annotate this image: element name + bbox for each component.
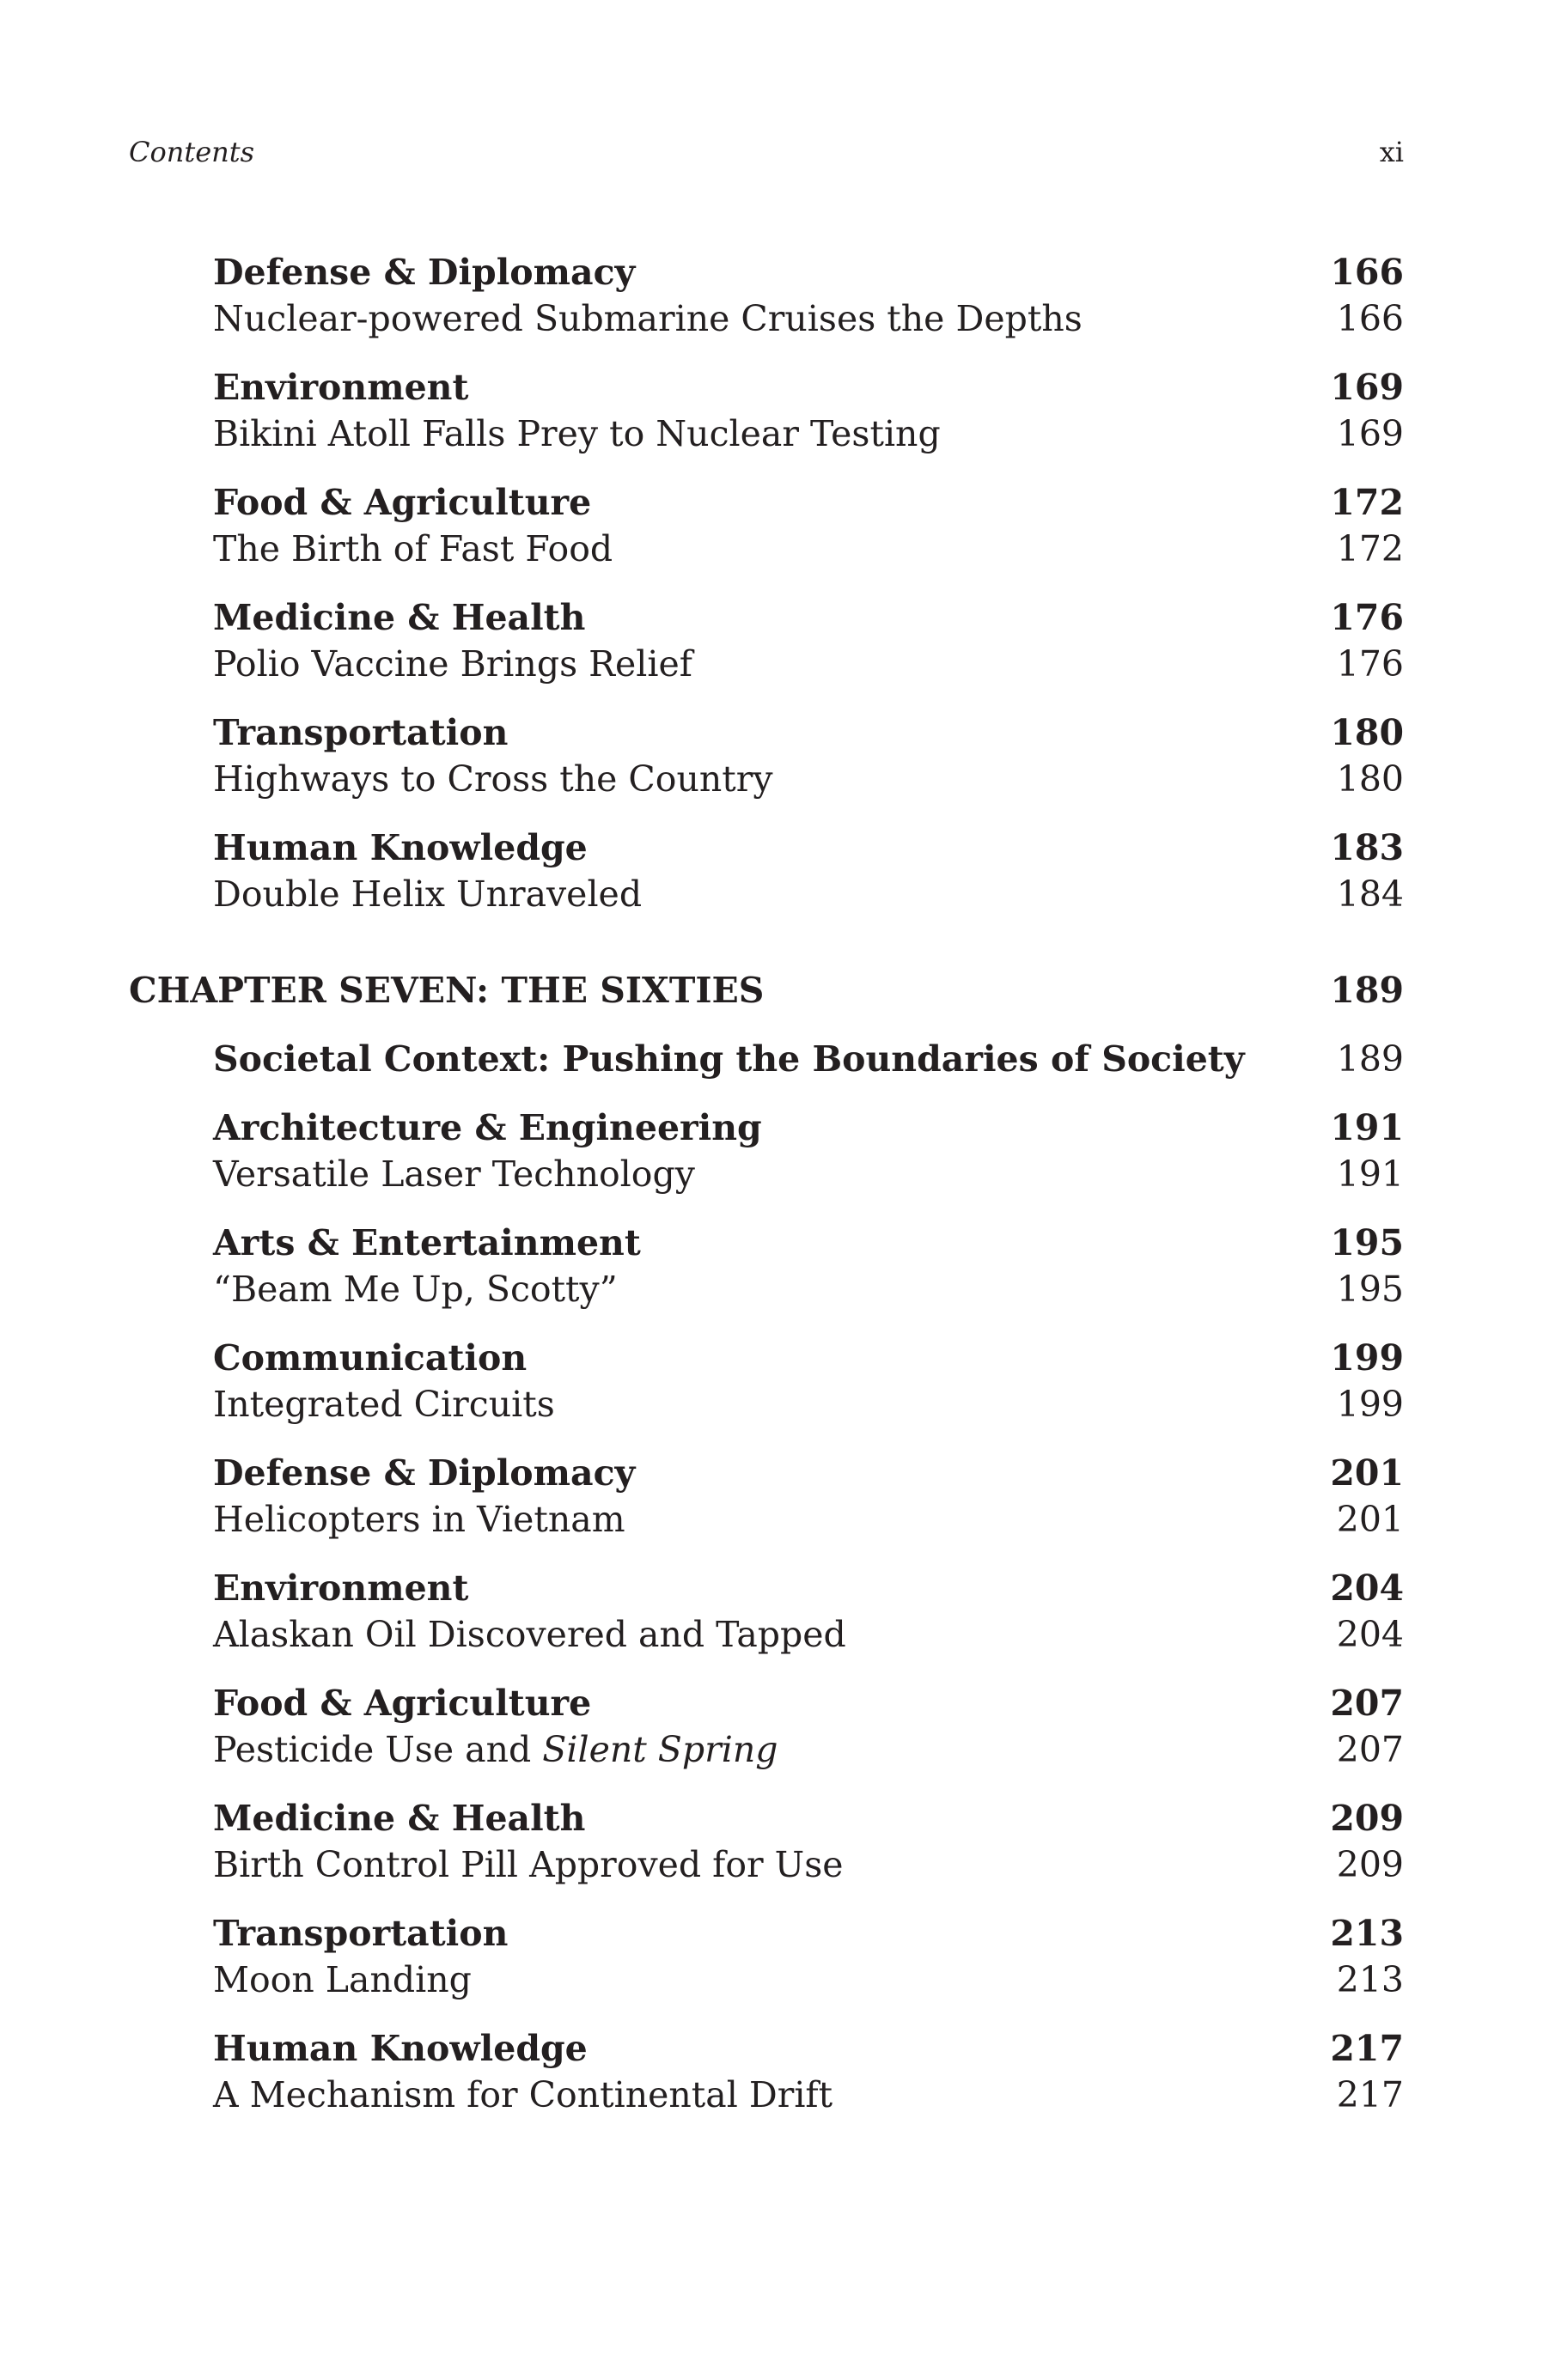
item-page: 207: [1336, 1729, 1404, 1770]
item-title: Helicopters in Vietnam: [213, 1499, 625, 1540]
category-title: Human Knowledge: [213, 2028, 588, 2069]
item-title: Birth Control Pill Approved for Use: [213, 1844, 844, 1885]
category-row[interactable]: [213, 2025, 1404, 2072]
category-row[interactable]: [213, 825, 1404, 871]
category-page: 199: [1330, 1337, 1404, 1379]
item-title: The Birth of Fast Food: [213, 528, 613, 569]
item-title: Versatile Laser Technology: [213, 1153, 695, 1195]
toc-entry: [213, 1335, 1404, 1427]
chapter-page: 189: [1330, 970, 1404, 1011]
toc-entry: [213, 709, 1404, 802]
category-page: 180: [1330, 712, 1404, 753]
category-page: 172: [1330, 482, 1404, 523]
category-title: Medicine & Health: [213, 597, 586, 638]
item-title-prefix: Pesticide Use and: [213, 1729, 543, 1770]
item-row[interactable]: [213, 1726, 1404, 1773]
category-title: Environment: [213, 367, 469, 408]
societal-context-page: 189: [1336, 1038, 1404, 1080]
toc-entry: [213, 1565, 1404, 1658]
item-row[interactable]: [213, 871, 1404, 917]
category-row[interactable]: [213, 1220, 1404, 1266]
item-title: Integrated Circuits: [213, 1384, 555, 1425]
item-page: 191: [1336, 1153, 1404, 1195]
toc-entry: [213, 1220, 1404, 1312]
item-page: 209: [1336, 1844, 1404, 1885]
category-title: Medicine & Health: [213, 1798, 586, 1839]
toc-entry: [213, 479, 1404, 572]
category-title: Defense & Diplomacy: [213, 1452, 636, 1494]
category-title: Food & Agriculture: [213, 1683, 592, 1724]
category-row[interactable]: [213, 1910, 1404, 1957]
category-page: 217: [1330, 2028, 1404, 2069]
category-page: 213: [1330, 1913, 1404, 1954]
category-page: 166: [1330, 252, 1404, 293]
item-page: 169: [1336, 413, 1404, 454]
item-row[interactable]: [213, 2072, 1404, 2118]
category-title: Transportation: [213, 1913, 509, 1954]
toc-entry: [213, 1450, 1404, 1543]
category-title: Transportation: [213, 712, 509, 753]
category-page: 204: [1330, 1567, 1404, 1609]
category-row[interactable]: [213, 1680, 1404, 1726]
page-number: xi: [1379, 136, 1404, 168]
item-row[interactable]: [213, 295, 1404, 342]
toc-entry: [213, 1910, 1404, 2003]
item-page: 199: [1336, 1384, 1404, 1425]
item-title: A Mechanism for Continental Drift: [213, 2074, 833, 2115]
item-row[interactable]: [213, 1496, 1404, 1543]
category-row[interactable]: [213, 1335, 1404, 1381]
item-row[interactable]: [213, 1611, 1404, 1658]
item-title: Double Helix Unraveled: [213, 873, 643, 915]
category-page: 191: [1330, 1107, 1404, 1148]
category-row[interactable]: [213, 594, 1404, 641]
category-page: 201: [1330, 1452, 1404, 1494]
societal-context-title: Societal Context: Pushing the Boundaries of Society: [213, 1038, 1245, 1080]
item-row[interactable]: [213, 1841, 1404, 1888]
chapter-title: CHAPTER SEVEN: THE SIXTIES: [129, 970, 765, 1011]
toc-entry: [213, 364, 1404, 457]
item-page: 184: [1336, 873, 1404, 915]
category-page: 207: [1330, 1683, 1404, 1724]
toc-entry: [213, 1795, 1404, 1888]
category-page: 169: [1330, 367, 1404, 408]
category-row[interactable]: [213, 1450, 1404, 1496]
item-page: 201: [1336, 1499, 1404, 1540]
item-title: Polio Vaccine Brings Relief: [213, 643, 692, 685]
category-title: Defense & Diplomacy: [213, 252, 636, 293]
item-title: Bikini Atoll Falls Prey to Nuclear Testing: [213, 413, 941, 454]
item-row[interactable]: [213, 1381, 1404, 1427]
category-title: Food & Agriculture: [213, 482, 592, 523]
category-row[interactable]: [213, 249, 1404, 295]
item-page: 180: [1336, 758, 1404, 800]
item-page: 213: [1336, 1959, 1404, 2000]
category-row[interactable]: [213, 1105, 1404, 1151]
category-page: 195: [1330, 1222, 1404, 1263]
item-page: 176: [1336, 643, 1404, 685]
toc-entry: [213, 825, 1404, 917]
category-row[interactable]: [213, 479, 1404, 526]
table-of-contents: [129, 249, 1404, 2140]
item-row[interactable]: [213, 526, 1404, 572]
item-title: “Beam Me Up, Scotty”: [213, 1269, 618, 1310]
item-page: 204: [1336, 1614, 1404, 1655]
category-row[interactable]: [213, 1795, 1404, 1841]
item-title: Alaskan Oil Discovered and Tapped: [213, 1614, 846, 1655]
category-title: Human Knowledge: [213, 827, 588, 868]
category-title: Arts & Entertainment: [213, 1222, 641, 1263]
item-title: Moon Landing: [213, 1959, 472, 2000]
category-title: Architecture & Engineering: [213, 1107, 762, 1148]
category-title: Environment: [213, 1567, 469, 1609]
toc-entry: [213, 1105, 1404, 1197]
toc-entry: [213, 2025, 1404, 2118]
item-row[interactable]: [213, 1266, 1404, 1312]
category-page: 176: [1330, 597, 1404, 638]
item-row[interactable]: [213, 641, 1404, 687]
running-head: [129, 136, 1404, 168]
book-title: Silent Spring: [542, 1729, 778, 1770]
category-page: 183: [1330, 827, 1404, 868]
item-page: 166: [1336, 298, 1404, 339]
item-row[interactable]: [213, 411, 1404, 457]
item-page: 172: [1336, 528, 1404, 569]
item-title: [213, 1726, 778, 1773]
toc-entry: [213, 594, 1404, 687]
item-title: Highways to Cross the Country: [213, 758, 773, 800]
item-title: Nuclear-powered Submarine Cruises the Depths: [213, 298, 1083, 339]
chapter-heading[interactable]: [129, 967, 1404, 1013]
item-row[interactable]: [213, 1151, 1404, 1197]
item-row[interactable]: [213, 756, 1404, 802]
item-row[interactable]: [213, 1957, 1404, 2003]
category-page: 209: [1330, 1798, 1404, 1839]
item-page: 217: [1336, 2074, 1404, 2115]
running-head-title: Contents: [129, 136, 255, 168]
category-row[interactable]: [213, 1565, 1404, 1611]
societal-context-row[interactable]: [213, 1036, 1404, 1082]
toc-entry: [213, 249, 1404, 342]
category-title: Communication: [213, 1337, 528, 1379]
toc-entry: [213, 1036, 1404, 1082]
category-row[interactable]: [213, 709, 1404, 756]
toc-entry: [213, 1680, 1404, 1773]
category-row[interactable]: [213, 364, 1404, 411]
item-page: 195: [1336, 1269, 1404, 1310]
